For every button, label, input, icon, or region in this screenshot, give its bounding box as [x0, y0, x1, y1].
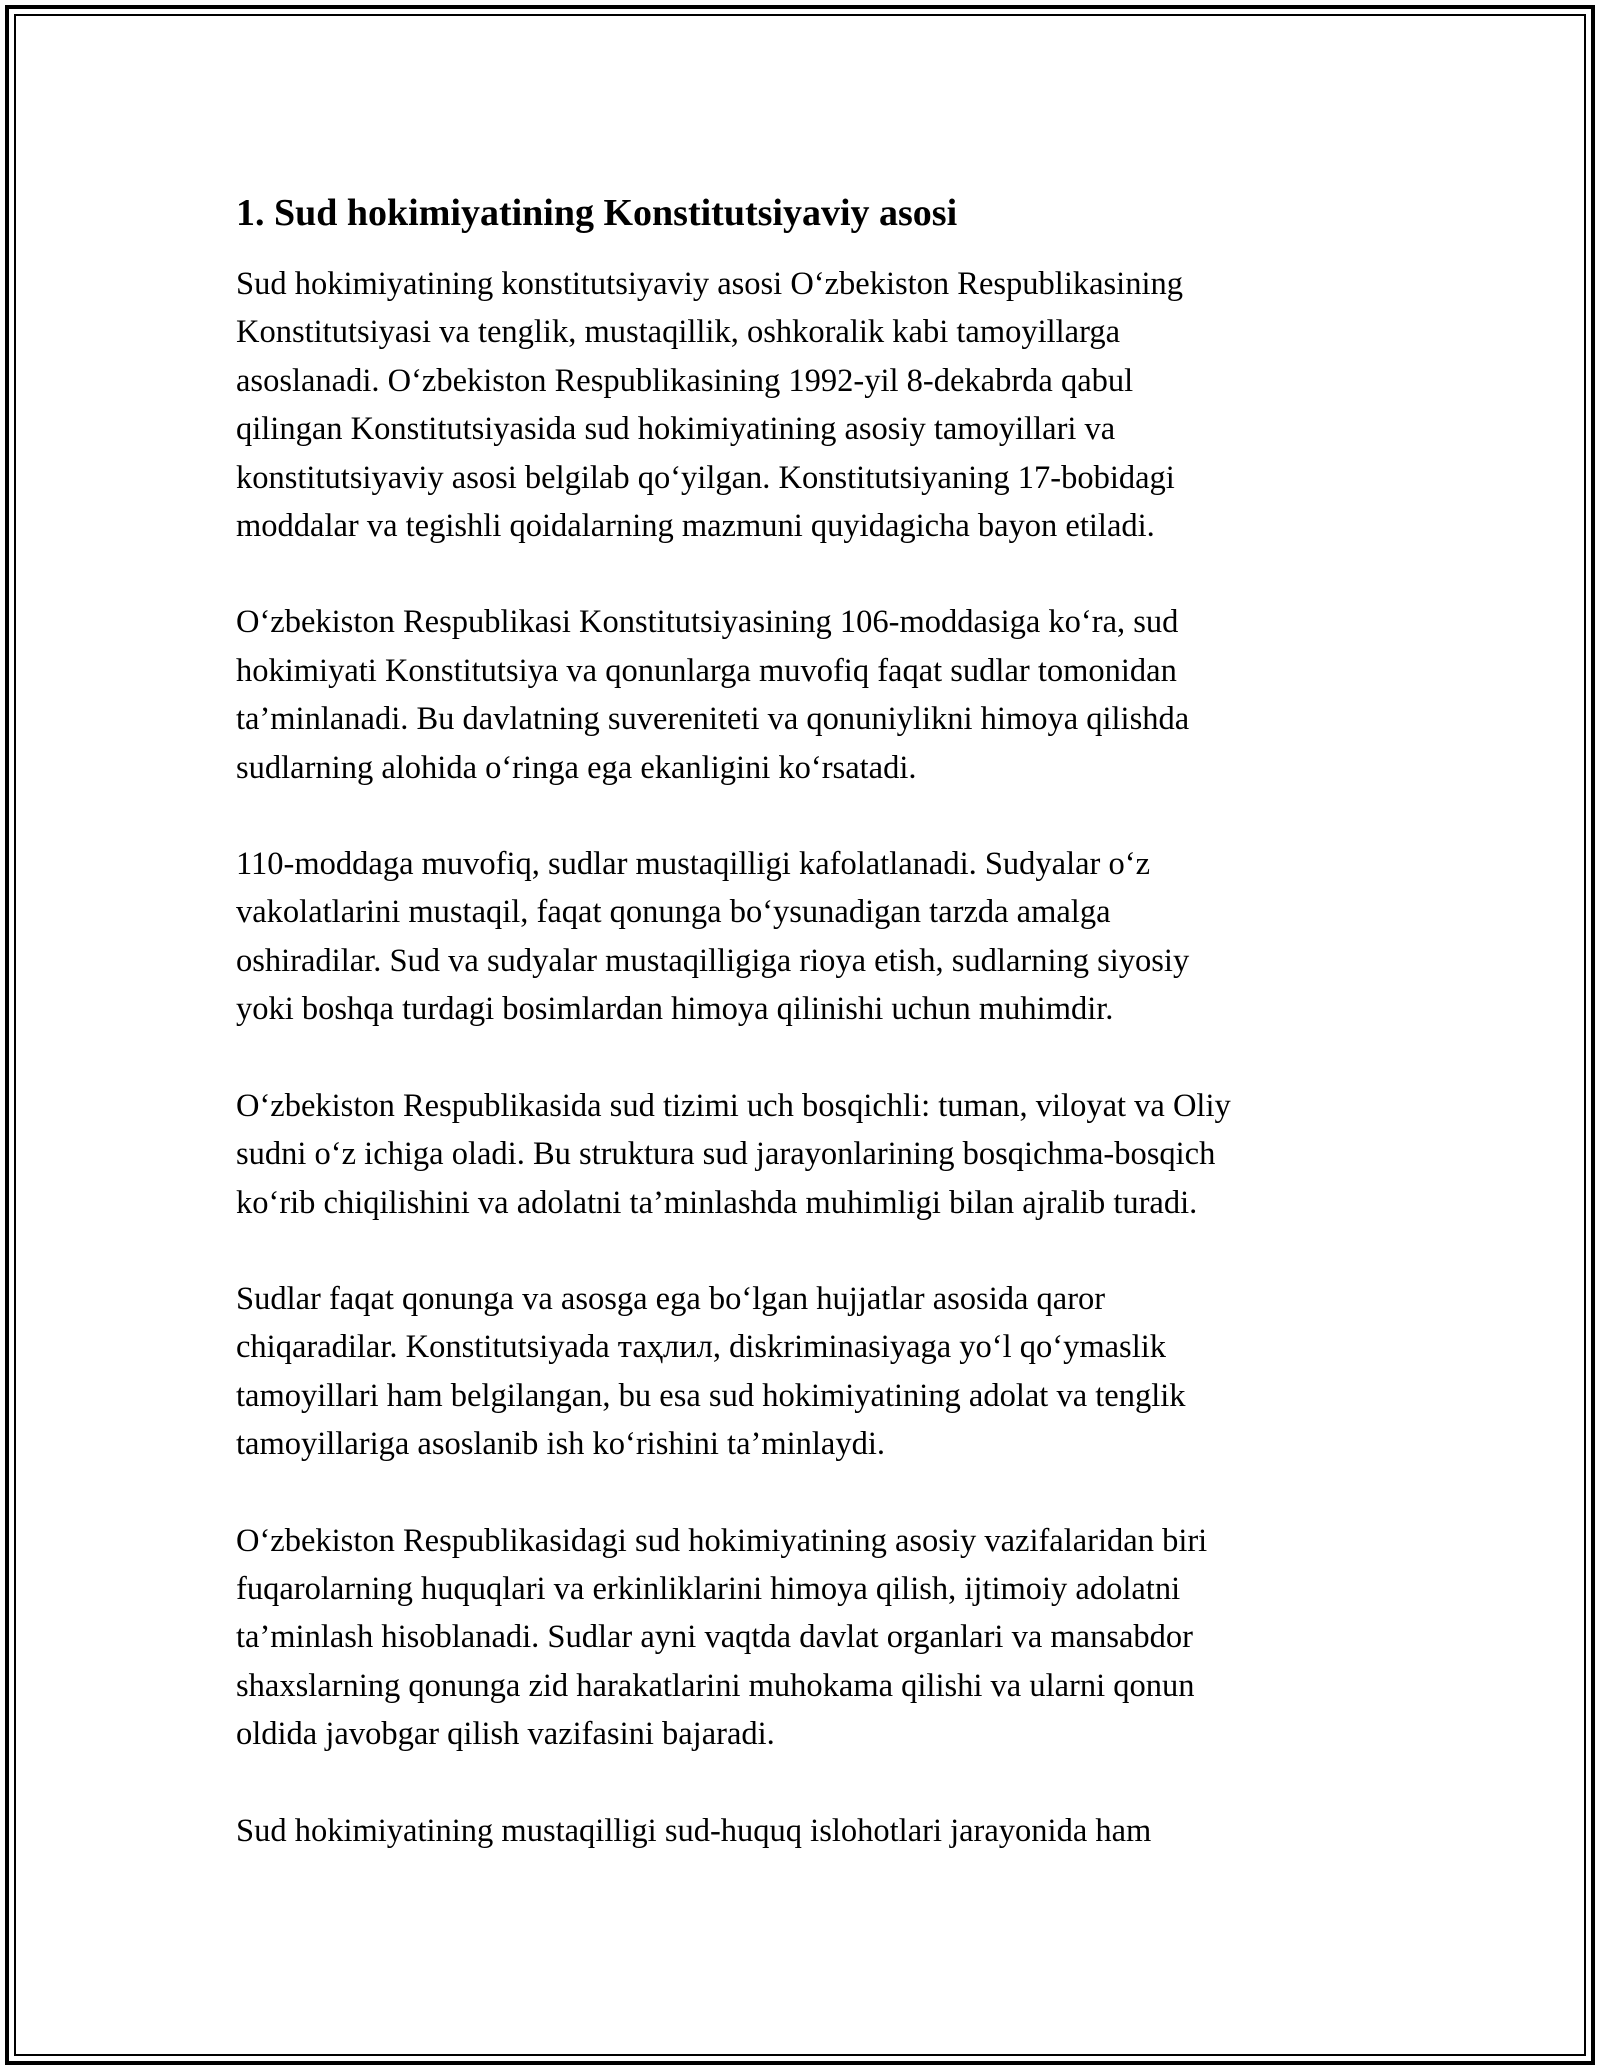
paragraph-4: [236, 1082, 1386, 1227]
text-line: Konstitutsiyasi va tenglik, mustaqillik, oshkoralik kabi tamoyillarga: [236, 314, 1121, 351]
text-line: shaxslarning qonunga zid harakatlarini muhokama qilishi va ularni qonun: [236, 1667, 1195, 1704]
text-line: qilingan Konstitutsiyasida sud hokimiyatining asosiy tamoyillari va: [236, 411, 1116, 448]
text-line: chiqaradilar. Konstitutsiyada таҳлил, diskriminasiyaga yo‘l qo‘ymaslik: [236, 1329, 1167, 1366]
text-line: oshiradilar. Sud va sudyalar mustaqilligiga rioya etish, sudlarning siyosiy: [236, 942, 1190, 979]
text-line: fuqarolarning huquqlari va erkinliklarini himoya qilish, ijtimoiy adolatni: [236, 1570, 1181, 1607]
text-line: O‘zbekiston Respublikasida sud tizimi uch bosqichli: tuman, viloyat va Oliy: [236, 1087, 1231, 1124]
text-line: tamoyillari ham belgilangan, bu esa sud hokimiyatining adolat va tenglik: [236, 1377, 1186, 1414]
text-line: tamoyillariga asoslanib ish ko‘rishini ta’minlaydi.: [236, 1426, 885, 1463]
paragraph-2: [236, 598, 1386, 792]
text-line: ta’minlash hisoblanadi. Sudlar ayni vaqtda davlat organlari va mansabdor: [236, 1619, 1193, 1656]
text-line: Sudlar faqat qonunga va asosga ega bo‘lgan hujjatlar asosida qaror: [236, 1280, 1106, 1317]
text-line: oldida javobgar qilish vazifasini bajaradi.: [236, 1716, 775, 1753]
text-line: sudni o‘z ichiga oladi. Bu struktura sud jarayonlarining bosqichma-bosqich: [236, 1136, 1216, 1173]
paragraph-5: [236, 1275, 1386, 1469]
section-heading: 1. Sud hokimiyatining Konstitutsiyaviy asosi: [236, 192, 958, 234]
text-line: yoki boshqa turdagi bosimlardan himoya qilinishi uchun muhimdir.: [236, 991, 1114, 1028]
text-line: ko‘rib chiqilishini va adolatni ta’minlashda muhimligi bilan ajralib turadi.: [236, 1184, 1198, 1221]
text-line: O‘zbekiston Respublikasi Konstitutsiyasining 106-moddasiga ko‘ra, sud: [236, 604, 1179, 641]
text-line: sudlarning alohida o‘ringa ega ekanligini ko‘rsatadi.: [236, 749, 917, 786]
paragraph-3: [236, 840, 1386, 1034]
text-line: ta’minlanadi. Bu davlatning suvereniteti va qonuniylikni himoya qilishda: [236, 701, 1190, 738]
paragraph-7: [236, 1807, 1386, 1855]
text-line: vakolatlarini mustaqil, faqat qonunga bo‘ysunadigan tarzda amalga: [236, 894, 1111, 931]
paragraph-1: [236, 260, 1386, 550]
text-line: asoslanadi. O‘zbekiston Respublikasining 1992-yil 8-dekabrda qabul: [236, 362, 1134, 399]
text-line: hokimiyati Konstitutsiya va qonunlarga muvofiq faqat sudlar tomonidan: [236, 652, 1177, 689]
text-line: moddalar va tegishli qoidalarning mazmuni quyidagicha bayon etiladi.: [236, 508, 1155, 545]
text-line: O‘zbekiston Respublikasidagi sud hokimiyatining asosiy vazifalaridan biri: [236, 1522, 1208, 1559]
text-line: konstitutsiyaviy asosi belgilab qo‘yilgan. Konstitutsiyaning 17-bobidagi: [236, 459, 1175, 496]
document-body: [236, 188, 1386, 1903]
text-line: 110-moddaga muvofiq, sudlar mustaqilligi kafolatlanadi. Sudyalar o‘z: [236, 846, 1150, 883]
text-line: Sud hokimiyatining mustaqilligi sud-huquq islohotlari jarayonida ham: [236, 1812, 1152, 1849]
text-line: Sud hokimiyatining konstitutsiyaviy asosi O‘zbekiston Respublikasining: [236, 266, 1183, 302]
paragraph-6: [236, 1517, 1386, 1759]
